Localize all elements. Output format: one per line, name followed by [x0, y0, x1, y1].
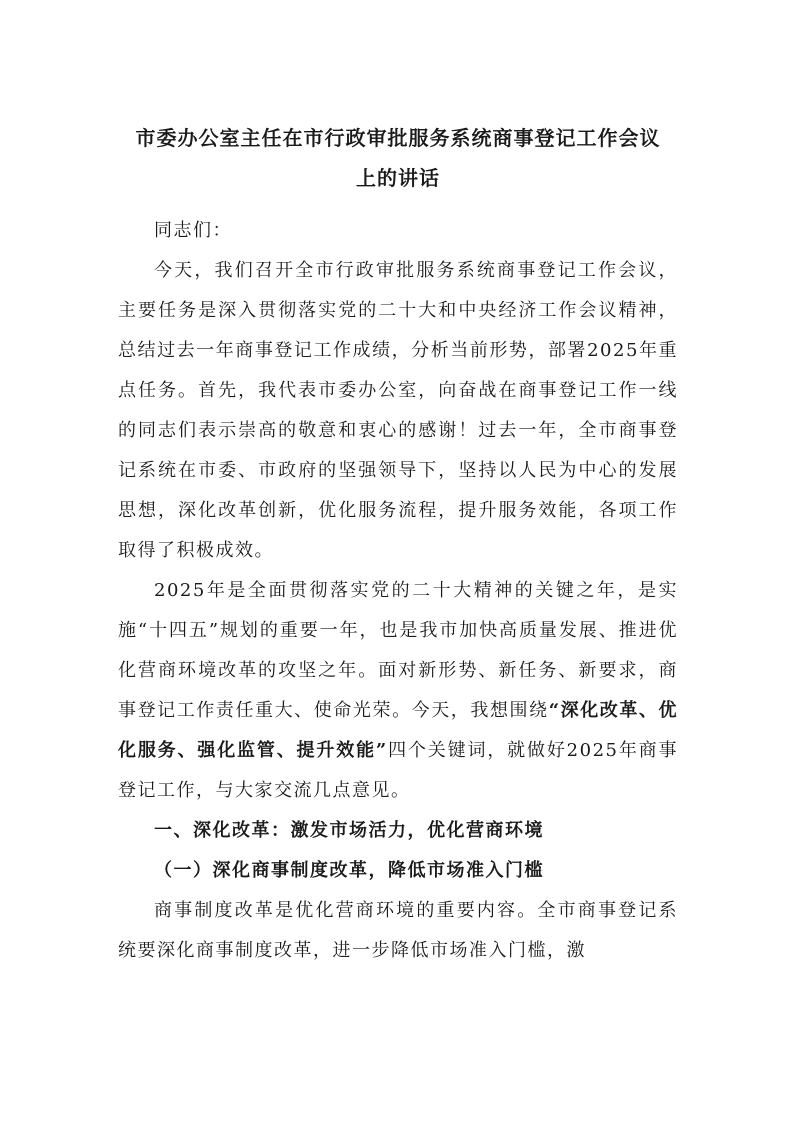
- title-line-2: 上的讲话: [356, 166, 440, 190]
- paragraph-1: 今天，我们召开全市行政审批服务系统商事登记工作会议，主要任务是深入贯彻落实党的二十大和中央经济工作会议精神，总结过去一年商事登记工作成绩，分析当前形势，部署2025年重点任务。首先，我代表市委办公室，向奋战在商事登记工作一线的同志们表示崇高的敬意和衷心的感谢！过去一年，全市商事登记系统在市委、市政府的坚强领导下，坚持以人民为中心的发展思想，深化改革创新，优化服务流程，提升服务效能，各项工作取得了积极成效。: [118, 260, 678, 561]
- paragraph-2-part-2: 四个关键词，就做好2025年商事登记工作，与大家交流几点意见。: [118, 740, 679, 801]
- section-heading-1: 一、深化改革：激发市场活力，优化营商环境: [154, 820, 544, 841]
- greeting: 同志们：: [154, 220, 232, 241]
- paragraph-2-part-1: 2025年是全面贯彻落实党的二十大精神的关键之年，是实施“十四五”规划的重要一年，也是我市加快高质量发展、推进优化营商环境改革的攻坚之年。面对新形势、新任务、新要求，商事登记工作责任重大、使命光荣。今天，我想围绕: [118, 580, 678, 721]
- document-content: [118, 118, 678, 971]
- title-line-1: 市委办公室主任在市行政审批服务系统商事登记工作会议: [135, 126, 661, 150]
- paragraph-2: [118, 571, 678, 811]
- paragraph-2-keywords: “深化改革、优化服务、强化监管、提升效能”: [118, 700, 678, 761]
- subsection-heading-1: （一）深化商事制度改革，降低市场准入门槛: [154, 860, 544, 881]
- document-title: [118, 118, 678, 198]
- paragraph-3: 商事制度改革是优化营商环境的重要内容。全市商事登记系统要深化商事制度改革，进一步降低市场准入门槛，激: [118, 900, 678, 961]
